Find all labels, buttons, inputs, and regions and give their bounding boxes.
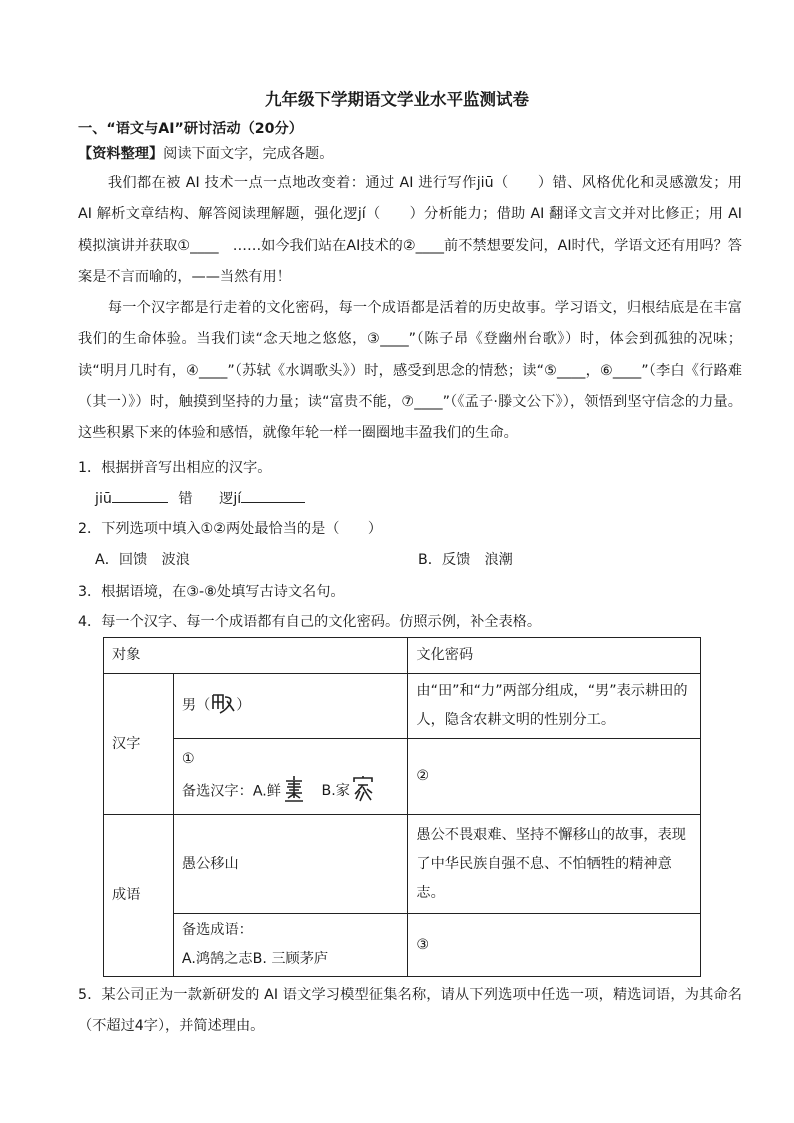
- table-row: [104, 914, 701, 977]
- answer-blank-jiu[interactable]: [112, 502, 168, 503]
- chengyu-code-blank: ③: [408, 914, 701, 977]
- header-culture-code: 文化密码: [408, 638, 701, 674]
- header-object: 对象: [104, 638, 408, 674]
- question-5: [78, 980, 742, 1043]
- hanzi-blank-cell: [173, 739, 408, 815]
- table-row: [104, 815, 701, 914]
- question-3: 3．根据语境，在③-⑧处填写古诗文名句。: [78, 584, 345, 600]
- table-row: [104, 739, 701, 815]
- chengyu-example: 愚公移山: [173, 815, 408, 914]
- pinyin-jiu: jiū: [95, 491, 112, 507]
- paragraph-ai-change: [78, 168, 742, 293]
- question-2: 2．下列选项中填入①②两处最恰当的是（ ）: [78, 521, 383, 537]
- question-2-option-a[interactable]: A．回馈 波浪: [95, 552, 190, 568]
- question-5-text: 5．某公司正为一款新研发的 AI 语文学习模型征集名称，请从下列选项中任选一项，精选词语，为其命名（不超过4字），并简述理由。: [78, 987, 742, 1035]
- question-1-answer-line: [95, 489, 305, 509]
- hanzi-example-code: 由“田”和“力”两部分组成，“男”表示耕田的人，隐含农耕文明的性别分工。: [408, 674, 701, 739]
- answer-blank-ji[interactable]: [241, 502, 305, 503]
- question-1: 1．根据拼音写出相应的汉字。: [78, 460, 272, 476]
- hanzi-option-b: B.家: [321, 783, 350, 799]
- char-luo: 逻: [219, 491, 234, 507]
- question-4: 4．每一个汉字、每一个成语都有自己的文化密码。仿照示例，补全表格。: [78, 614, 542, 630]
- material-label: 【资料整理】: [78, 146, 164, 162]
- hanzi-options-prefix: 备选汉字：A.鲜: [181, 783, 281, 799]
- hanzi-code-blank: ②: [408, 739, 701, 815]
- question-2-option-b[interactable]: B．反馈 浪潮: [418, 552, 513, 568]
- hanzi-example-close: ）: [236, 697, 251, 714]
- ancient-xian-glyph-icon: [281, 774, 307, 809]
- chengyu-options-cell: [173, 914, 408, 977]
- material-intro: [78, 144, 333, 164]
- ancient-nan-glyph-icon: [210, 691, 236, 720]
- exam-title: 九年级下学期语文学业水平监测试卷: [265, 90, 529, 109]
- material-instruction: 阅读下面文字，完成各题。: [163, 146, 334, 162]
- char-cuo: 错: [178, 491, 193, 507]
- chengyu-options: A.鸿鹄之志B. 三顾茅庐: [181, 951, 329, 967]
- paragraph-cultural-code: [78, 293, 742, 449]
- row-label-hanzi: 汉字: [104, 674, 174, 815]
- section-header: 一、“语文与AI”研讨活动（20分）: [78, 121, 303, 137]
- ancient-jia-glyph-icon: [350, 774, 376, 809]
- chengyu-example-code: 愚公不畏艰难、坚持不懈移山的故事，表现了中华民族自强不息、不怕牺牲的精神意志。: [408, 815, 701, 914]
- hanzi-options: [182, 774, 400, 809]
- hanzi-blank-mark: ①: [181, 750, 195, 767]
- hanzi-example-cell: [173, 674, 408, 739]
- paragraph-1-text: 我们都在被 AI 技术一点一点地改变着：通过 AI 进行写作jiū（ ）错、风格优化和灵感激发；用 AI 解析文章结构、解答阅读理解题，强化逻jí（ ）分析能力；借助 AI 翻译文言文并对比修正；用 AI 模拟演讲并获取①____ ……如今我们站在AI技术的②____前不禁想要发问，AI时代，学语文还有用吗？答案是不言而喻的，——当然有用！: [78, 175, 742, 285]
- paragraph-2-text: 每一个汉字都是行走着的文化密码，每一个成语都是活着的历史故事。学习语文，归根结底是在丰富我们的生命体验。当我们读“念天地之悠悠，③____”（陈子昂《登幽州台歌》）时，体会到孤独的况味；读“明月几时有，④____”（苏轼《水调歌头》）时，感受到思念的情愁；读“⑤____，⑥____”（李白《行路难（其一）》）时，触摸到坚持的力量；读“富贵不能，⑦____”（《孟子·滕文公下》），领悟到坚守信念的力量。这些积累下来的体验和感悟，就像年轮一样一圈圈地丰盈我们的生命。: [78, 300, 742, 442]
- chengyu-options-title: 备选成语：: [181, 922, 253, 938]
- table-header-row: [104, 638, 701, 674]
- row-label-chengyu: 成语: [104, 815, 174, 977]
- pinyin-ji: jí: [233, 491, 242, 507]
- table-row: [104, 674, 701, 739]
- hanzi-example-text: 男（: [181, 697, 211, 714]
- culture-code-table: [103, 637, 701, 977]
